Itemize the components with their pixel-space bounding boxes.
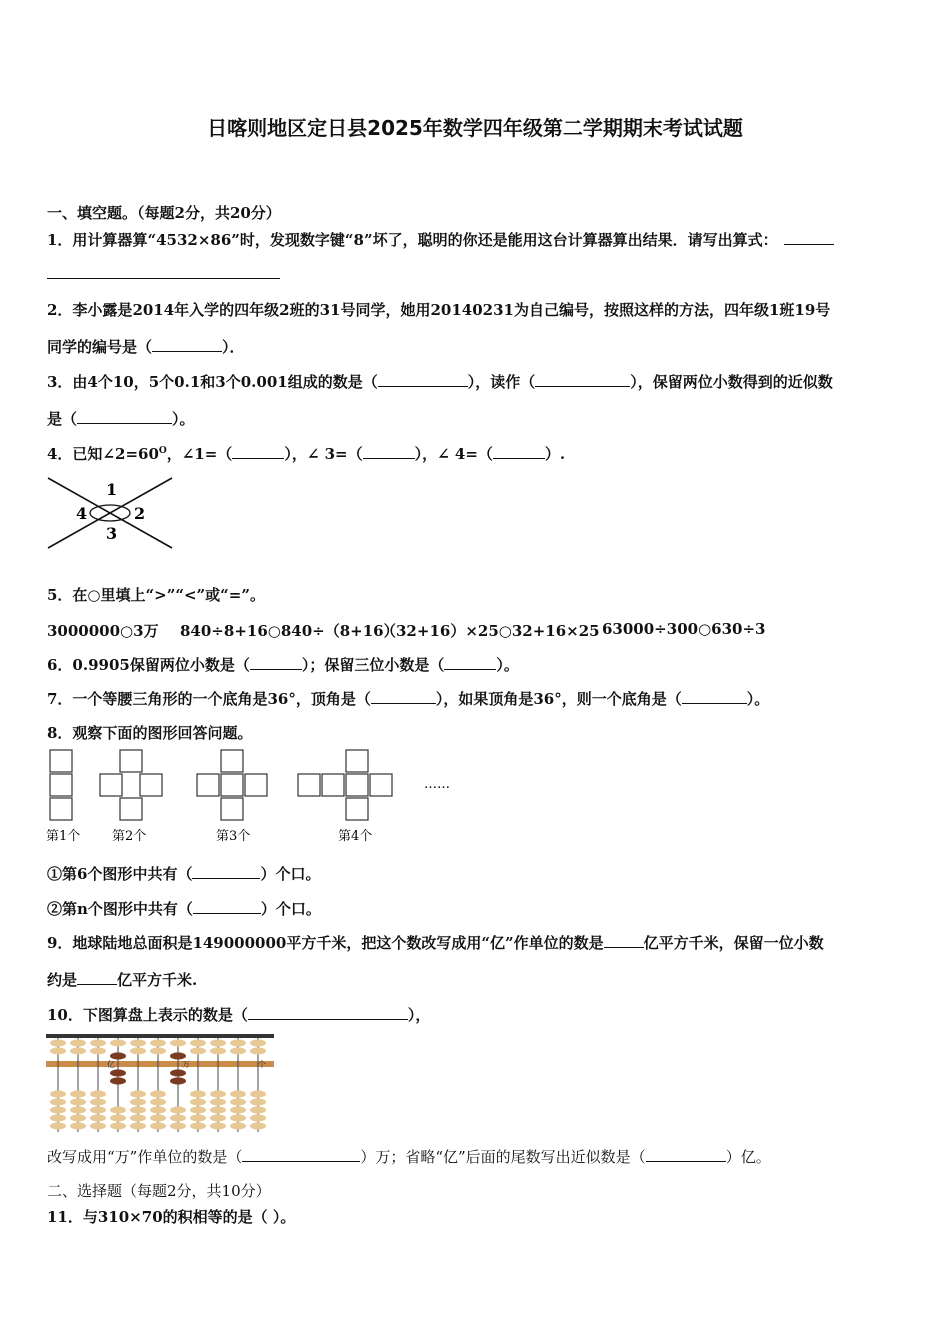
- abacus-lower-bead: [250, 1122, 266, 1129]
- abacus-label-yi: 亿: [107, 1060, 115, 1069]
- abacus-upper-bead: [210, 1047, 226, 1054]
- question-1: [47, 229, 834, 250]
- abacus-top-frame: [46, 1034, 274, 1038]
- abacus-upper-bead: [110, 1052, 126, 1059]
- q5-expr-1: 3000000○3万: [47, 622, 159, 640]
- q6-part2: ）；保留三位小数是（: [301, 656, 445, 674]
- abacus-lower-bead: [210, 1114, 226, 1121]
- q7-part3: ）。: [746, 690, 770, 708]
- q1-text: 1．用计算器算“4532×86”时，发现数字键“8”坏了，聪明的你还是能用这台计算器算出结果．请写出算式：: [47, 231, 778, 249]
- q5-expr-3: （32+16）×25○32+16×25: [381, 622, 600, 640]
- abacus-upper-bead: [70, 1039, 86, 1046]
- abacus-lower-bead: [70, 1114, 86, 1121]
- q5-expr-4: 63000÷300○630÷3: [602, 620, 766, 638]
- question-3-line2: [47, 408, 195, 429]
- q10-blank-3[interactable]: [646, 1147, 726, 1162]
- abacus-upper-bead: [90, 1039, 106, 1046]
- question-9: [47, 932, 824, 953]
- q2-line1: 2．李小露是2014年入学的四年级2班的31号同学，她用20140231为自己编号，按照这样的方法，四年级1班19号: [47, 301, 831, 319]
- abacus-lower-bead: [190, 1106, 206, 1113]
- abacus-figure: [44, 1032, 276, 1134]
- question-10: [47, 1004, 430, 1025]
- q10-line2-part2: ）万；省略“亿”后面的尾数写出近似数是（: [360, 1148, 646, 1166]
- abacus-lower-bead: [110, 1069, 126, 1076]
- abacus-lower-bead: [230, 1122, 246, 1129]
- q4-blank-3[interactable]: [493, 444, 545, 459]
- abacus-upper-bead: [110, 1039, 126, 1046]
- abacus-lower-bead: [110, 1114, 126, 1121]
- abacus-rods: [50, 1038, 266, 1132]
- abacus-lower-bead: [170, 1114, 186, 1121]
- q4-blank-1[interactable]: [232, 444, 284, 459]
- q10-blank-1[interactable]: [248, 1005, 408, 1020]
- pattern-ellipsis: ……: [424, 777, 450, 792]
- abacus-lower-bead: [210, 1098, 226, 1105]
- q2-prefix: 同学的编号是（: [47, 338, 153, 356]
- question-4: [47, 443, 565, 464]
- q8-sub2-suffix: ）个口。: [260, 900, 321, 918]
- abacus-lower-bead: [110, 1077, 126, 1084]
- abacus-lower-bead: [70, 1106, 86, 1113]
- fig4-square: [346, 774, 368, 796]
- q8-sub1: [47, 863, 320, 884]
- q8-sub1-blank[interactable]: [192, 864, 260, 879]
- abacus-lower-bead: [130, 1106, 146, 1113]
- q6-blank-2[interactable]: [444, 655, 496, 670]
- q4-degree-mark: O: [158, 446, 167, 456]
- q10-part1: 10．下图算盘上表示的数是（: [47, 1006, 248, 1024]
- abacus-lower-bead: [210, 1106, 226, 1113]
- fig2-label: 第2个: [112, 829, 147, 844]
- abacus-upper-bead: [230, 1039, 246, 1046]
- q8-sub2: [47, 898, 321, 919]
- abacus-lower-bead: [110, 1122, 126, 1129]
- abacus-lower-bead: [150, 1122, 166, 1129]
- abacus-lower-bead: [170, 1069, 186, 1076]
- abacus-lower-bead: [250, 1114, 266, 1121]
- abacus-lower-bead: [250, 1090, 266, 1097]
- question-2-line2: [47, 336, 245, 357]
- section2-heading: 二、选择题（每题2分，共10分）: [47, 1182, 271, 1200]
- q6-blank-1[interactable]: [250, 655, 302, 670]
- q8-sub1-prefix: ①第6个图形中共有（: [47, 865, 193, 883]
- fig2-square: [100, 774, 122, 796]
- page-title: 日喀则地区定日县2025年数学四年级第二学期期末考试试题: [207, 116, 743, 140]
- fig1-square: [50, 750, 72, 772]
- q10-blank-2[interactable]: [242, 1147, 360, 1162]
- abacus-upper-bead: [90, 1047, 106, 1054]
- q7-blank-2[interactable]: [682, 689, 747, 704]
- q8-text: 8．观察下面的图形回答问题。: [47, 724, 253, 742]
- abacus-upper-bead: [130, 1039, 146, 1046]
- fig3-square: [245, 774, 267, 796]
- abacus-lower-bead: [250, 1098, 266, 1105]
- angles-figure: [44, 472, 178, 554]
- angle-label-3: 3: [106, 524, 118, 543]
- fig1-square: [50, 774, 72, 796]
- abacus-lower-bead: [70, 1090, 86, 1097]
- q6-part1: 6．0.9905保留两位小数是（: [47, 656, 250, 674]
- section1-heading: 一、填空题。（每题2分，共20分）: [47, 204, 281, 222]
- fig4-label: 第4个: [338, 829, 373, 844]
- abacus-lower-bead: [130, 1114, 146, 1121]
- angle-label-2: 2: [134, 504, 146, 523]
- abacus-lower-bead: [90, 1098, 106, 1105]
- abacus-upper-bead: [50, 1039, 66, 1046]
- abacus-upper-bead: [50, 1047, 66, 1054]
- q9-blank-1[interactable]: [604, 933, 644, 948]
- q5-expr-2: 840÷8+16○840÷（8+16）: [180, 622, 399, 640]
- fig4-square: [322, 774, 344, 796]
- q3-part3: ），保留两位小数得到的近似数: [630, 373, 833, 391]
- angle-label-1: 1: [106, 480, 118, 499]
- abacus-lower-bead: [190, 1098, 206, 1105]
- abacus-lower-bead: [190, 1114, 206, 1121]
- abacus-upper-bead: [150, 1047, 166, 1054]
- fig4-square: [370, 774, 392, 796]
- fig1-square: [50, 798, 72, 820]
- abacus-upper-bead: [250, 1047, 266, 1054]
- question-3: [47, 371, 833, 392]
- abacus-lower-bead: [150, 1106, 166, 1113]
- q4-part4: ），∠ 4=（: [414, 445, 493, 463]
- fig4-square: [298, 774, 320, 796]
- q11-text: 11．与310×70的积相等的是（ ）。: [47, 1208, 296, 1226]
- q9-part2: 亿平方千米，保留一位小数: [643, 934, 824, 952]
- q3-line2-suffix: ）。: [172, 410, 195, 428]
- fig3-label: 第3个: [216, 829, 251, 844]
- abacus-lower-bead: [210, 1090, 226, 1097]
- q8-sub1-suffix: ）个口。: [260, 865, 321, 883]
- abacus-lower-bead: [170, 1077, 186, 1084]
- abacus-upper-bead: [190, 1047, 206, 1054]
- q8-sub2-blank[interactable]: [193, 899, 261, 914]
- abacus-lower-bead: [230, 1090, 246, 1097]
- abacus-beam: [46, 1061, 274, 1067]
- q6-part3: ）。: [496, 656, 519, 674]
- abacus-lower-bead: [50, 1090, 66, 1097]
- abacus-lower-bead: [230, 1106, 246, 1113]
- abacus-upper-bead: [190, 1039, 206, 1046]
- abacus-lower-bead: [250, 1106, 266, 1113]
- abacus-lower-bead: [90, 1106, 106, 1113]
- question-6: [47, 654, 519, 675]
- abacus-lower-bead: [190, 1090, 206, 1097]
- q9-line2-prefix: 约是: [47, 971, 78, 989]
- abacus-upper-bead: [130, 1047, 146, 1054]
- abacus-lower-bead: [130, 1122, 146, 1129]
- q5-text: 5．在○里填上“>”“<”或“=”。: [47, 586, 265, 604]
- abacus-upper-bead: [150, 1039, 166, 1046]
- abacus-lower-bead: [110, 1106, 126, 1113]
- abacus-lower-bead: [70, 1098, 86, 1105]
- abacus-label-ge: 个: [258, 1060, 266, 1069]
- q3-blank-3[interactable]: [77, 409, 172, 424]
- q4-part1: 4．已知∠2=60: [47, 445, 159, 463]
- abacus-lower-bead: [170, 1106, 186, 1113]
- abacus-upper-bead: [230, 1047, 246, 1054]
- q4-part2: ，∠1=（: [166, 445, 233, 463]
- q4-part5: ）.: [544, 445, 566, 463]
- question-9-line2: [47, 969, 197, 990]
- q2-suffix: ）．: [222, 338, 245, 356]
- question-7: [47, 688, 769, 709]
- q7-part2: ），如果顶角是36°，则一个底角是（: [435, 690, 682, 708]
- abacus-lower-bead: [50, 1114, 66, 1121]
- abacus-lower-bead: [50, 1122, 66, 1129]
- fig3-square: [221, 798, 243, 820]
- q3-part2: ），读作（: [467, 373, 536, 391]
- q10-line2-part3: ）亿。: [725, 1148, 771, 1166]
- square-pattern-figure: [44, 748, 464, 848]
- q9-part1: 9．地球陆地总面积是149000000平方千米，把这个数改写成用“亿”作单位的数是: [47, 934, 604, 952]
- abacus-lower-bead: [70, 1122, 86, 1129]
- q7-blank-1[interactable]: [371, 689, 436, 704]
- q3-blank-1[interactable]: [378, 372, 468, 387]
- q8-sub2-prefix: ②第n个图形中共有（: [47, 900, 193, 918]
- abacus-upper-bead: [70, 1047, 86, 1054]
- q4-part3: ），∠ 3=（: [284, 445, 363, 463]
- fig3-square: [197, 774, 219, 796]
- abacus-lower-bead: [50, 1106, 66, 1113]
- abacus-lower-bead: [210, 1122, 226, 1129]
- fig4-square: [346, 750, 368, 772]
- q10-line2-part1: 改写成用“万”作单位的数是（: [47, 1148, 243, 1166]
- q3-blank-2[interactable]: [535, 372, 630, 387]
- fig2-square: [140, 774, 162, 796]
- abacus-lower-bead: [90, 1122, 106, 1129]
- abacus-label-wan: 万: [182, 1060, 190, 1069]
- fig2-square: [120, 798, 142, 820]
- q10-part2: ），: [407, 1006, 431, 1024]
- abacus-lower-bead: [190, 1122, 206, 1129]
- q4-blank-2[interactable]: [363, 444, 415, 459]
- abacus-lower-bead: [130, 1098, 146, 1105]
- fig2-square: [120, 750, 142, 772]
- q1-answer-blank[interactable]: [784, 230, 834, 245]
- q2-answer-blank[interactable]: [152, 337, 222, 352]
- angle-label-4: 4: [76, 504, 88, 523]
- abacus-lower-bead: [150, 1114, 166, 1121]
- fig3-square: [221, 750, 243, 772]
- abacus-upper-bead: [170, 1039, 186, 1046]
- fig4-square: [346, 798, 368, 820]
- abacus-lower-bead: [230, 1114, 246, 1121]
- abacus-lower-bead: [90, 1114, 106, 1121]
- abacus-lower-bead: [230, 1098, 246, 1105]
- abacus-lower-bead: [50, 1098, 66, 1105]
- q3-part1: 3．由4个10，5个0.1和3个0.001组成的数是（: [47, 373, 378, 391]
- q7-part1: 7．一个等腰三角形的一个底角是36°，顶角是（: [47, 690, 371, 708]
- q3-line2-prefix: 是（: [47, 410, 78, 428]
- abacus-upper-bead: [250, 1039, 266, 1046]
- fig3-square: [221, 774, 243, 796]
- abacus-lower-bead: [170, 1122, 186, 1129]
- abacus-lower-bead: [90, 1090, 106, 1097]
- abacus-lower-bead: [150, 1090, 166, 1097]
- abacus-lower-bead: [130, 1090, 146, 1097]
- q9-blank-2[interactable]: [77, 970, 117, 985]
- abacus-upper-bead: [210, 1039, 226, 1046]
- abacus-lower-bead: [150, 1098, 166, 1105]
- q1-answer-blank-2[interactable]: [47, 278, 280, 279]
- abacus-upper-bead: [170, 1052, 186, 1059]
- fig1-label: 第1个: [46, 829, 81, 844]
- question-10-line2: [47, 1146, 771, 1167]
- q9-line2-suffix: 亿平方千米.: [117, 971, 198, 989]
